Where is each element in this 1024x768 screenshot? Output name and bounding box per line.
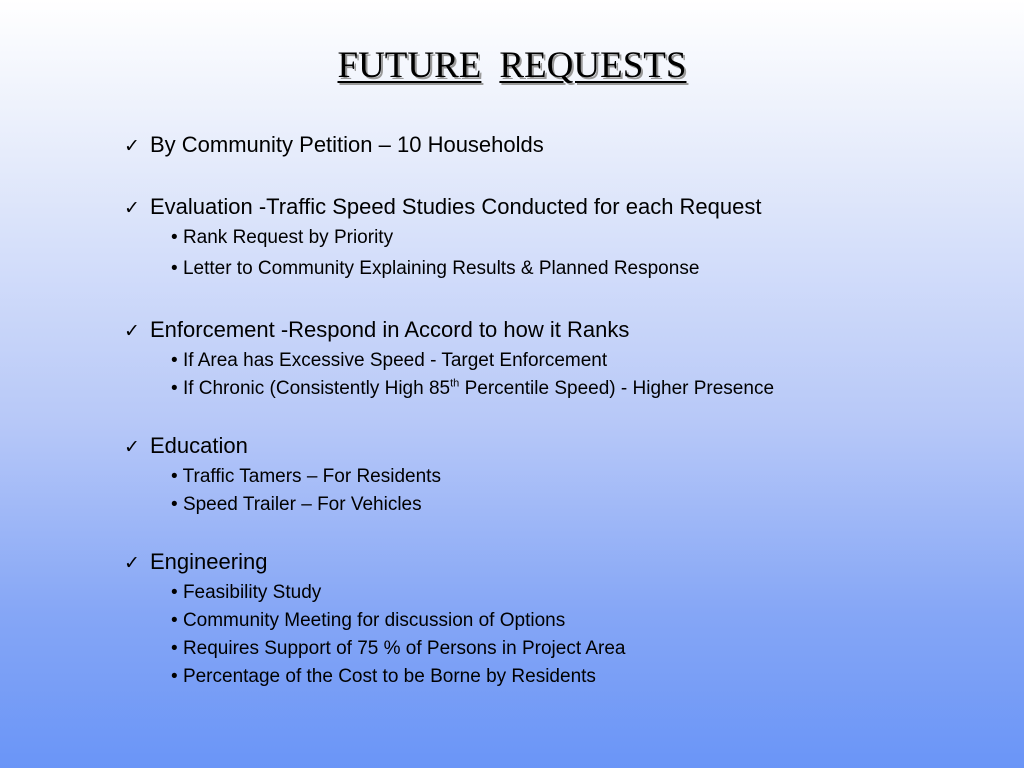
item-evaluation: [124, 194, 761, 221]
bullet-icon: •: [171, 258, 178, 279]
subitem-label: Requires Support of 75 % of Persons in Project Area: [182, 638, 626, 659]
subitem-letter: [171, 258, 699, 280]
checkmark-icon: ✓: [124, 135, 140, 157]
title-word-future: FUTURE: [337, 45, 482, 86]
subitem-label: If Area has Excessive Speed - Target Enforcement: [182, 350, 608, 371]
checkmark-icon: ✓: [124, 436, 140, 458]
subitem-excessive-speed: [171, 350, 607, 372]
bullet-icon: •: [171, 638, 178, 659]
subitem-chronic: [171, 378, 774, 400]
bullet-icon: •: [171, 466, 178, 487]
bullet-icon: •: [171, 666, 178, 687]
bullet-icon: •: [171, 227, 178, 248]
item-label: By Community Petition – 10 Households: [150, 132, 544, 157]
subitem-superscript: th: [450, 377, 460, 390]
item-petition: [124, 132, 544, 159]
subitem-speed-trailer: [171, 494, 422, 516]
bullet-icon: •: [171, 378, 178, 399]
subitem-label: Percentage of the Cost to be Borne by Residents: [182, 666, 596, 687]
subitem-cost-borne: [171, 666, 596, 688]
item-enforcement: [124, 317, 629, 344]
item-engineering: [124, 549, 267, 576]
item-education: [124, 433, 248, 460]
subitem-feasibility: [171, 582, 321, 604]
subitem-label: Traffic Tamers – For Residents: [182, 466, 441, 487]
checkmark-icon: ✓: [124, 320, 140, 342]
subitem-label: Rank Request by Priority: [182, 227, 394, 248]
subitem-label: Letter to Community Explaining Results & Planned Response: [182, 258, 700, 279]
bullet-icon: •: [171, 582, 178, 603]
checkmark-icon: ✓: [124, 197, 140, 219]
item-label: Education: [150, 433, 248, 458]
item-label: Evaluation -Traffic Speed Studies Conducted for each Request: [150, 194, 762, 219]
subitem-traffic-tamers: [171, 466, 441, 488]
subitem-label: Feasibility Study: [182, 582, 322, 603]
subitem-community-meeting: [171, 610, 565, 632]
checkmark-icon: ✓: [124, 552, 140, 574]
subitem-label: Community Meeting for discussion of Options: [182, 610, 566, 631]
subitem-rank-request: [171, 227, 393, 249]
subitem-requires-support: [171, 638, 625, 660]
bullet-icon: •: [171, 350, 178, 371]
subitem-label-before: If Chronic (Consistently High 85: [182, 378, 451, 399]
item-label: Engineering: [150, 549, 268, 574]
subitem-label-after: Percentile Speed) - Higher Presence: [459, 378, 775, 399]
bullet-icon: •: [171, 494, 178, 515]
bullet-icon: •: [171, 610, 178, 631]
item-label: Enforcement -Respond in Accord to how it Ranks: [150, 317, 630, 342]
slide-title: [0, 42, 1024, 90]
title-word-requests: REQUESTS: [499, 45, 687, 86]
subitem-label: Speed Trailer – For Vehicles: [182, 494, 422, 515]
